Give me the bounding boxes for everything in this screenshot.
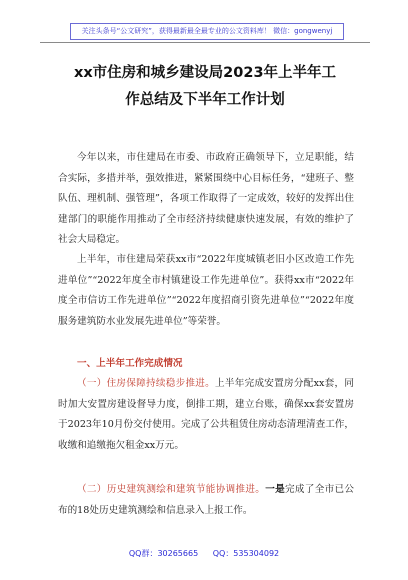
footer-qq-group: QQ群：30265665 [128,549,199,558]
paragraph-housing-text: 上半年完成安置房分配xx套，同时加大安置房建设督导力度，倒排工期，建立台账，确保xx套安置房于2023年10月份交付使用。完成了公共租赁住房动态清理清查工作，收缴和追缴拖欠租金xx万元。 [58,378,354,451]
paragraph-housing [58,374,354,456]
subheading-housing: （一）住房保障持续稳步推进。 [77,378,216,389]
document-title [40,60,370,114]
page-footer [0,548,408,562]
section-heading-1: 一、上半年工作完成情况 [77,358,183,369]
paragraph-intro: 今年以来，市住建局在市委、市政府正确领导下，立足职能，结合实际，多措并举，强效推进，紧紧围绕中心目标任务，“建班子、整队伍、理机制、强管理”，各项工作取得了一定成效，较好的发挥出住建部门的职能作用推动了全市经济持续健康快速发展，有效的维护了社会大局稳定。 [58,152,354,245]
header-divider [40,42,370,43]
subheading-heritage: （二）历史建筑测绘和建筑节能协调推进。 [77,484,266,495]
title-line-1: xx市住房和城乡建设局2023年上半年工 [73,65,337,81]
promo-banner: 关注头条号“公文研究”，获得最新最全最专业的公文资料库！ 微信：gongwenyj [70,23,344,40]
paragraph-heritage-text: 完成了全市已公布的18处历史建筑测绘和信息录入上报工作。 [58,484,355,516]
page-header [0,0,408,44]
paragraph-heritage [58,480,354,521]
title-line-2: 作总结及下半年工作计划 [125,92,285,108]
footer-qq: QQ：535304092 [212,549,280,558]
paragraph-honors: 上半年，市住建局荣获xx市“2022年度城镇老旧小区改造工作先进单位”“2022年度全市村镇建设工作先进单位”。获得xx市“2022年度全市信访工作先进单位”“2022年度招商引资先进单位”“2022年度服务建筑防水业发展先进单位”等荣誉。 [58,254,354,327]
point-marker: 一是 [265,484,285,495]
